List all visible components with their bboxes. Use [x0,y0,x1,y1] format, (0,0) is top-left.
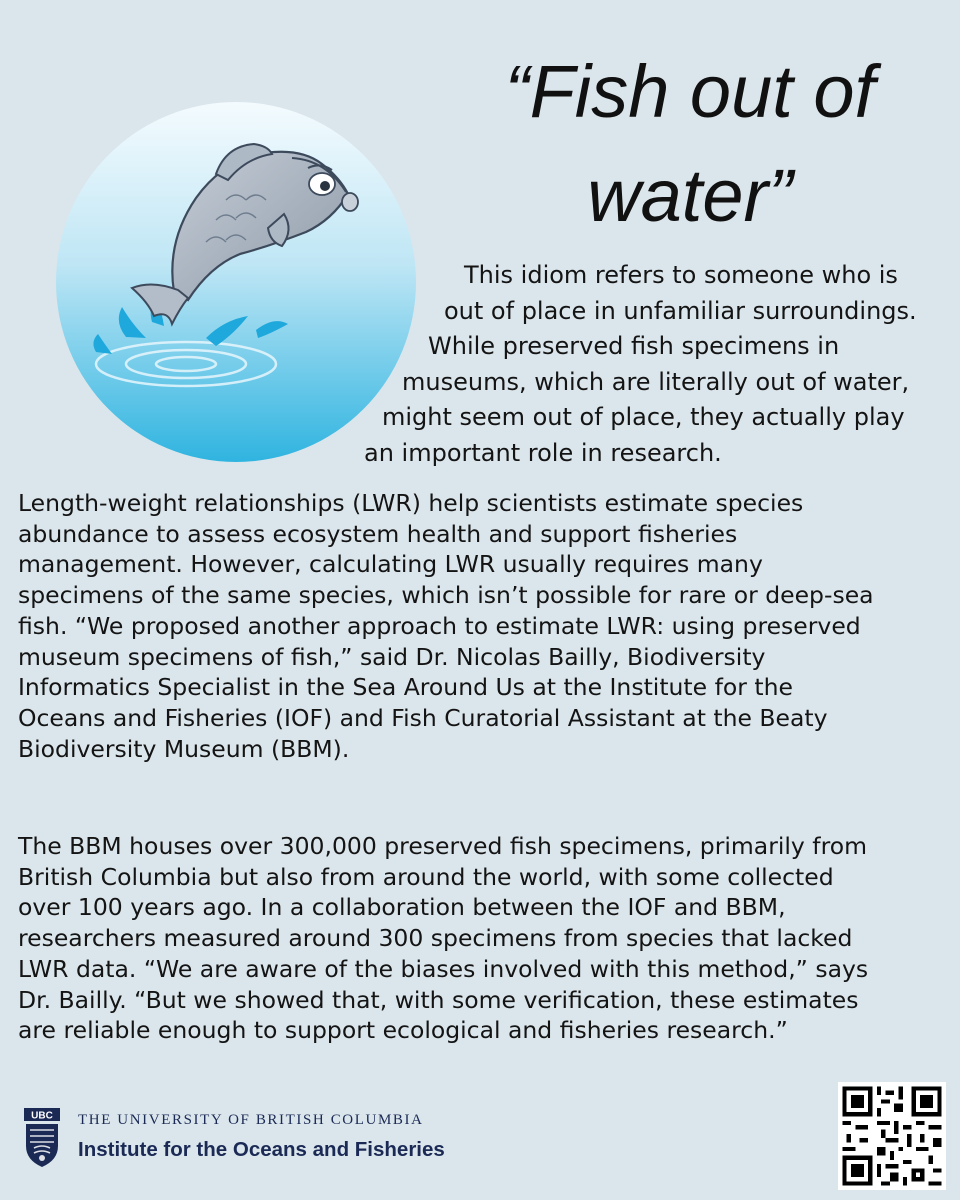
lwr-paragraph [18,488,948,764]
page-title [440,40,940,248]
idiom-line: might seem out of place, they actually play [382,403,905,431]
idiom-line: While preserved fish specimens in [428,332,840,360]
paragraph-line: abundance to assess ecosystem health and support fisheries [18,519,738,548]
paragraph-line: management. However, calculating LWR usually requires many [18,550,763,579]
paragraph-line: The BBM houses over 300,000 preserved fish specimens, primarily from [18,832,867,860]
idiom-line: an important role in research. [364,438,722,467]
paragraph-line: LWR data. “We are aware of the biases involved with this method,” says [18,954,869,983]
idiom-explanation [340,258,950,471]
paragraph-line: are reliable enough to support ecological and fisheries research.” [18,1016,788,1045]
paragraph-line: researchers measured around 300 specimens from species that lacked [18,924,853,953]
paragraph-line: over 100 years ago. In a collaboration between the IOF and BBM, [18,893,786,922]
bbm-paragraph [18,831,948,1046]
paragraph-line: specimens of the same species, which isn’t possible for rare or deep-sea [18,581,874,610]
paragraph-line: Oceans and Fisheries (IOF) and Fish Curatorial Assistant at the Beaty [18,703,828,732]
paragraph-line: Length-weight relationships (LWR) help scientists estimate species [18,489,804,517]
paragraph-line: museum specimens of fish,” said Dr. Nicolas Bailly, Biodiversity [18,642,766,671]
paragraph-line: Biodiversity Museum (BBM). [18,734,350,763]
idiom-line: museums, which are literally out of water, [402,367,910,396]
logo-text: UBC [31,1110,53,1122]
title-line-1: “Fish out of [504,50,876,133]
qr-code[interactable] [838,1082,946,1190]
title-line-2: water” [587,154,793,237]
paragraph-line: Informatics Specialist in the Sea Around Us at the Institute for the [18,673,793,702]
university-name: THE UNIVERSITY OF BRITISH COLUMBIA [78,1112,424,1128]
idiom-line: out of place in unfamiliar surroundings. [444,296,917,325]
institute-name: Institute for the Oceans and Fisheries [78,1138,445,1161]
idiom-line: This idiom refers to someone who is [464,261,898,289]
paragraph-line: British Columbia but also from around the world, with some collected [18,862,834,891]
paragraph-line: fish. “We proposed another approach to estimate LWR: using preserved [18,611,861,640]
paragraph-line: Dr. Bailly. “But we showed that, with some verification, these estimates [18,985,859,1014]
ubc-crest-logo [24,1108,60,1168]
